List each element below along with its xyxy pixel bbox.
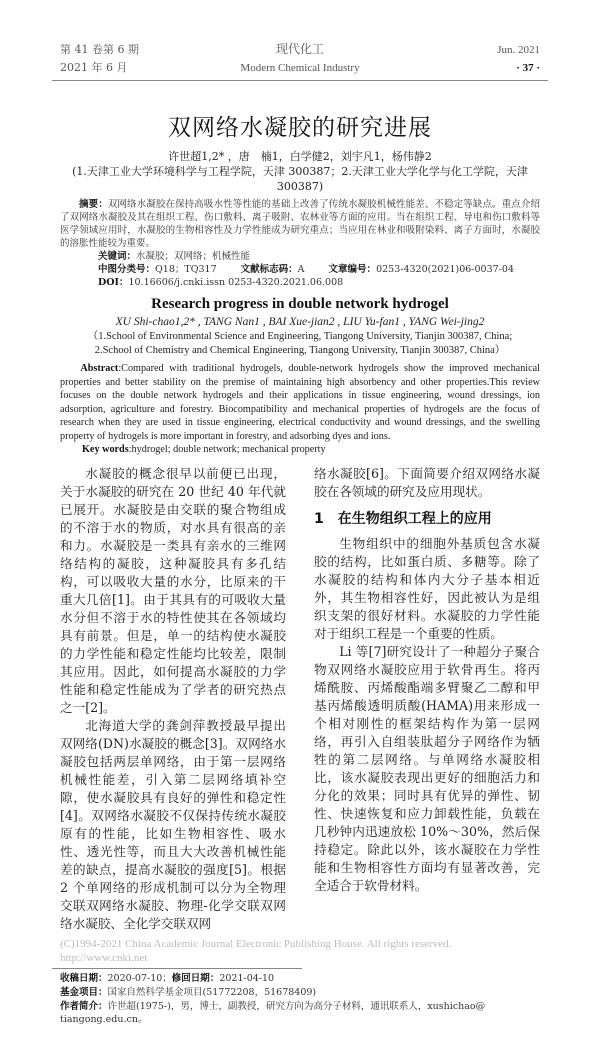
document-code (241, 263, 305, 276)
article-number-value: 0253-4320(2021)06-0037-04 (376, 264, 514, 275)
journal-name-en: Modern Chemical Industry (240, 62, 360, 74)
running-header-row-2 (60, 59, 540, 77)
authors-en: XU Shi-chao1,2* , TANG Nan1 , BAI Xue-jian2 , LIU Yu-fan1 , YANG Wei-jing2 (115, 316, 485, 328)
revised-value: 2021-04-10 (219, 973, 275, 984)
doi (60, 276, 540, 289)
section-heading: 1 在生物组织工程上的应用 (314, 511, 492, 527)
body-paragraph: 北海道大学的龚剑萍教授最早提出双网络(DN)水凝胶的概念[3]。双网络水凝胶包括两层单网络，由于第一层网络机械性能差，引入第二层网络填补空隙，使水凝胶具有良好的弹性和稳定性[4]。双网络水凝胶不仅保持传统水凝胶原有的性能，比如生物相容性、吸水性、透光性等，而且大大改善机械性能差的缺点，提高水凝胶的强度[5]。根据 2 个单网络的形成机制可以分为全物理交联双网络水凝胶、物理-化学交联双网络水凝胶、全化学交联双网 (60, 718, 286, 931)
abstract-cn-label: 摘要： (79, 199, 108, 210)
doi-label: DOI： (98, 277, 129, 288)
author-bio-value: 许世超(1975-)，男，博士，副教授，研究方向为高分子材料，通讯联系人，xushichao@ tiangong.edu.cn。 (60, 1001, 486, 1025)
abstract-en-text: :Compared with traditional hydrogels, double-network hydrogels show the improved mechanical properties and better stability on the premise of maintaining high absorbency and other properties.This review focuses on the double network hydrogels and their applications in tissue engineering, wound dressings, ion adsorption, agriculture and forestry. Biocompatibility and mechanical properties of hydrogels are the focus of research when they are used in tissue engineering, electrical conductivity and wound dressings, and the swelling property of hydrogels is more important in forestry, and adsorbing dyes and ions. (60, 363, 540, 442)
journal-name-cn: 现代化工 (275, 42, 324, 56)
volume-issue: 第 41 卷第 6 期 (60, 43, 139, 56)
affiliation-en-2: 2.School of Chemistry and Chemical Engineering, Tiangong University, Tianjin 300387, China） (94, 345, 506, 356)
classification (98, 263, 217, 276)
author-bio-label: 作者简介： (60, 1001, 108, 1012)
keywords-cn-text: 水凝胶；双网络；机械性能 (136, 251, 251, 262)
article-number-label: 文章编号： (328, 264, 377, 275)
classification-row (60, 263, 540, 276)
received-label: 收稿日期： (60, 973, 108, 984)
issue-date-cn: 2021 年 6 月 (60, 61, 128, 74)
document-code-value: A (297, 264, 305, 275)
body-paragraph: 络水凝胶[6]。下面简要介绍双网络水凝胶在各领域的研究及应用现状。 (314, 466, 540, 499)
page-number: · 37 · (516, 62, 540, 74)
keywords-cn (60, 250, 540, 263)
body-columns (60, 465, 540, 933)
abstract-cn-text: 双网络水凝胶在保持高吸水性等性能的基础上改善了传统水凝胶机械性能差、不稳定等缺点。重点介绍了双网络水凝胶及其在组织工程、伤口敷料、离子吸附、农林业等方面的应用。当在组织工程、导电和伤口敷料等医学领域应用时，水凝胶的生物相容性及力学性能成为研究重点；当应用在林业和吸附染料、离子方面时，水凝胶的溶胀性能较为重要。 (60, 199, 540, 249)
keywords-en-label: Key words (82, 444, 129, 455)
affiliation-cn: (1.天津工业大学环境科学与工程学院，天津 300387；2.天津工业大学化学与化工学院，天津 300387) (72, 165, 528, 193)
document-code-label: 文献标志码： (240, 264, 298, 275)
footnote-author-bio (60, 1000, 540, 1026)
paper-title-en: Research progress in double network hydrogel (151, 296, 449, 312)
footnote-rule (52, 968, 302, 969)
article-number (329, 263, 514, 276)
fund-label: 基金项目： (60, 987, 108, 998)
authors-cn: 许世超1,2* ，唐 楠1，白学健2，刘宇凡1，杨伟静2 (168, 150, 432, 163)
footnote-dates (60, 972, 540, 985)
body-paragraph: Li 等[7]研究设计了一种超分子聚合物双网络水凝胶应用于软骨再生。将丙烯酰胺、丙烯酸酯端多臂聚乙二醇和甲基丙烯酸透明质酸(HAMA)用来形成一个相对刚性的框架结构作为第一层网络，再引入自组装肽超分子网络作为牺牲的第二层网络。与单网络水凝胶相比，该水凝胶表现出更好的细胞活力和分化的效果；同时具有优异的弹性、韧性、快速恢复和应力卸载性能，负载在几秒钟内迅速放松 10%～30%，然后保持稳定。除此以外，该水凝胶在力学性能和生物相容性方面均有显著改善，完全适合于软骨材料。 (314, 644, 540, 893)
fund-value: 国家自然科学基金项目(51772208，51678409) (107, 987, 317, 998)
keywords-en-text: :hydrogel; double network; mechanical property (128, 444, 326, 455)
header-rule (52, 80, 548, 81)
affiliation-en-1: （1.School of Environmental Science and Engineering, Tiangong University, Tianjin 300387, China; (87, 331, 513, 342)
received-value: 2020-07-10； (107, 973, 172, 984)
classification-label: 中图分类号： (98, 264, 156, 275)
keywords-en (60, 443, 540, 457)
left-column (60, 465, 286, 933)
doi-value: 10.16606/j.cnki.issn 0253-4320.2021.06.008 (128, 277, 344, 288)
body-paragraph: 水凝胶的概念很早以前便已出现，关于水凝胶的研究在 20 世纪 40 年代就已展开。水凝胶是由交联的聚合物组成的不溶于水的物质，对水具有很高的亲和力。水凝胶是一类具有亲水的三维网络结构的凝胶，这种凝胶具有多孔结构，可以吸收大量的水分，比原来的干重大几倍[1]。由于其具有的可吸收大量水分但不溶于水的特性使其在各领域均具有前景。但是，单一的结构使水凝胶的力学性能和稳定性能均比较差，限制其应用。因此，如何提高水凝胶的力学性能和稳定性能成为了学者的研究热点之一[2]。 (60, 466, 286, 715)
issue-date-en: Jun. 2021 (497, 44, 540, 56)
paper-title-cn: 双网络水凝胶的研究进展 (168, 115, 432, 141)
running-header-row-1 (60, 40, 540, 59)
keywords-cn-label: 关键词： (98, 251, 137, 262)
classification-value: Q18；TQ317 (155, 264, 217, 275)
right-column (314, 465, 540, 933)
copyright-watermark: (C)1994-2021 China Academic Journal Electronic Publishing House. All rights reserved. http://www.cnki.net (60, 938, 452, 964)
abstract-en-label: Abstract (80, 363, 119, 374)
abstract-en (60, 362, 540, 443)
body-paragraph: 生物组织中的细胞外基质包含水凝胶的结构，比如蛋白质、多糖等。除了水凝胶的结构和体内大分子基本相近外，其生物相容性好，因此被认为是组织支架的很好材料。水凝胶的力学性能对于组织工程是一个重要的性质。 (314, 536, 540, 641)
abstract-cn (60, 198, 540, 250)
footnote-fund (60, 986, 540, 999)
revised-label: 修回日期： (171, 973, 220, 984)
